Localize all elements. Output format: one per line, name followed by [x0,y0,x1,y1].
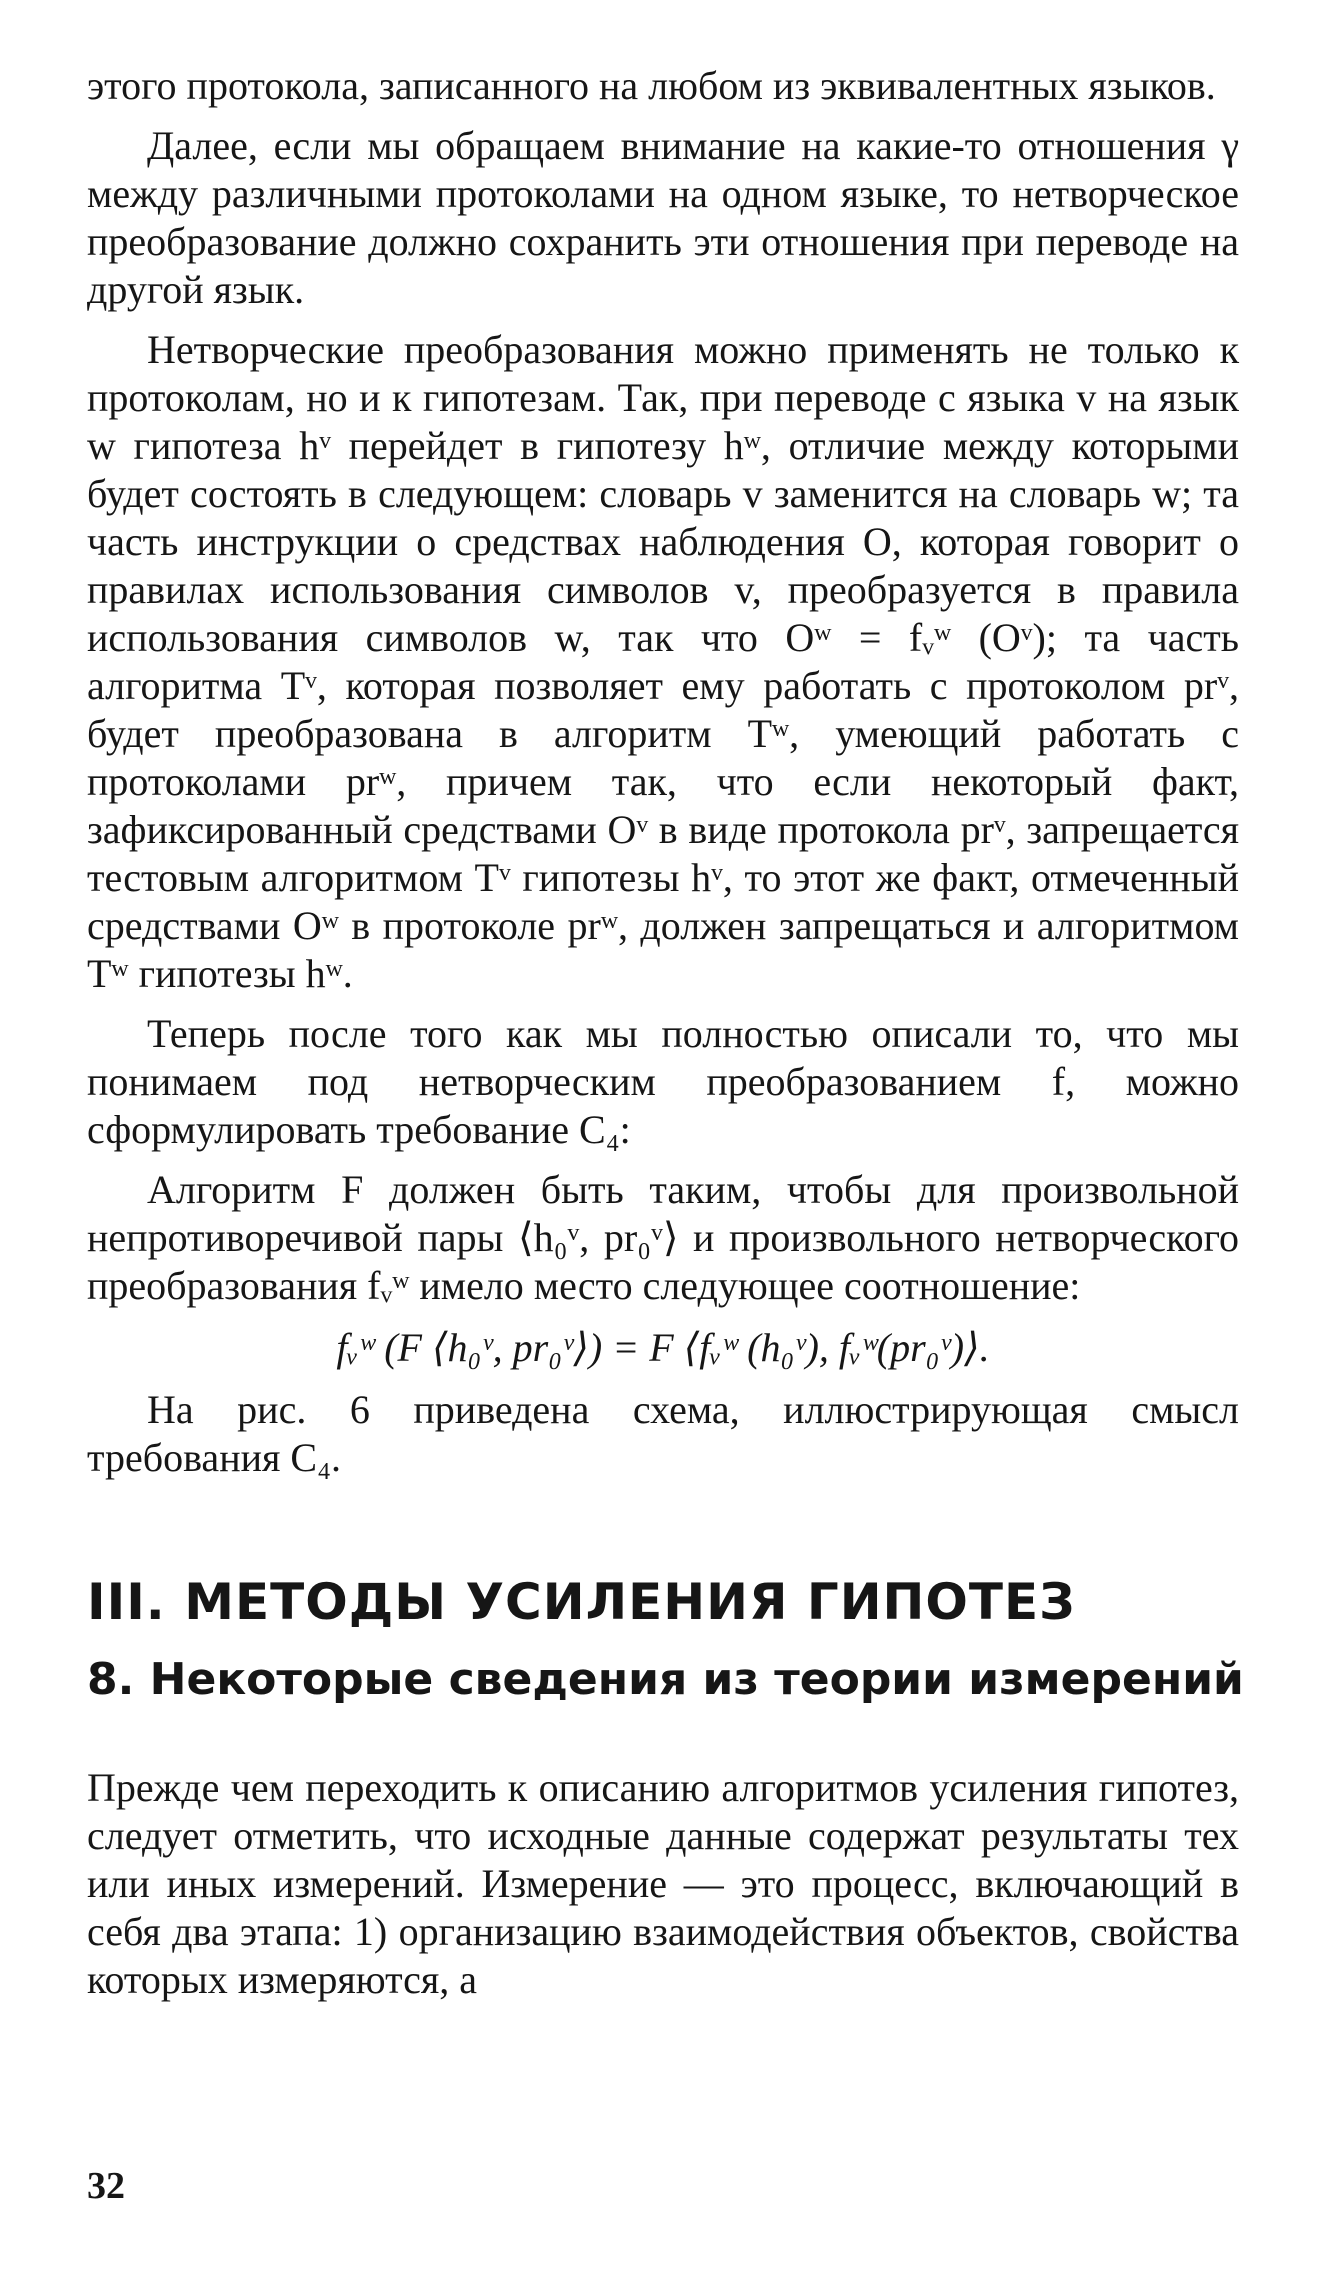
paragraph-algorithm-condition: Алгоритм F должен быть таким, чтобы для произвольной непротиворечивой пары ⟨h₀ᵛ, pr₀ᵛ⟩ и произвольного нетворческого преобразования fᵥʷ имело место следующее соотношение: [87,1167,1239,1308]
paragraph-section-intro: Прежде чем переходить к описанию алгоритмов усиления гипотез, следует отметить, что исходные данные содержат результаты тех или иных измерений. Измерение — это процесс, включающий в себя два этапа: 1) организацию взаимодействия объектов, свойства которых измеряются, а [87,1765,1239,2002]
section-heading: 8. Некоторые сведения из теории измерений [87,1654,1244,1705]
page-body [87,62,1244,2016]
chapter-heading: III. МЕТОДЫ УСИЛЕНИЯ ГИПОТЕЗ [87,1573,1076,1631]
formula-c4: fᵥʷ (F ⟨h₀ᵛ, pr₀ᵛ⟩) = F ⟨fᵥʷ (h₀ᵛ), fᵥʷ(pr₀ᵛ)⟩. [336,1325,990,1370]
paragraph-continuation: этого протокола, записанного на любом из эквивалентных языков. [87,63,1216,108]
paragraph-figure-reference: На рис. 6 приведена схема, иллюстрирующая смысл требования C₄. [87,1387,1239,1480]
paragraph-relations: Далее, если мы обращаем внимание на какие-то отношения γ между различными протоколами на одном языке, то нетворческое преобразование должно сохранить эти отношения при переводе на другой язык. [87,123,1239,312]
paragraph-hypotheses: Нетворческие преобразования можно применять не только к протоколам, но и к гипотезам. Так, при переводе с языка v на язык w гипотеза hᵛ перейдет в гипотезу hʷ, отличие между которыми будет состоять в следующем: словарь v заменится на словарь w; та часть инструкции о средствах наблюдения O, которая говорит о правилах использования символов v, преобразуется в правила использования символов w, так что Oʷ = fᵥʷ (Oᵛ); та часть алгоритма Tᵛ, которая позволяет ему работать с протоколом prᵛ, будет преобразована в алгоритм Tʷ, умеющий работать с протоколами prʷ, причем так, что если некоторый факт, зафиксированный средствами Oᵛ в виде протокола prᵛ, запрещается тестовым алгоритмом Tᵛ гипотезы hᵛ, то этот же факт, отмеченный средствами Oʷ в протоколе prʷ, должен запрещаться и алгоритмом Tʷ гипотезы hʷ. [87,327,1239,996]
paragraph-requirement-intro: Теперь после того как мы полностью описали то, что мы понимаем под нетворческим преобразованием f, можно сформулировать требование C₄: [87,1011,1239,1152]
page-number: 32 [87,2165,125,2207]
